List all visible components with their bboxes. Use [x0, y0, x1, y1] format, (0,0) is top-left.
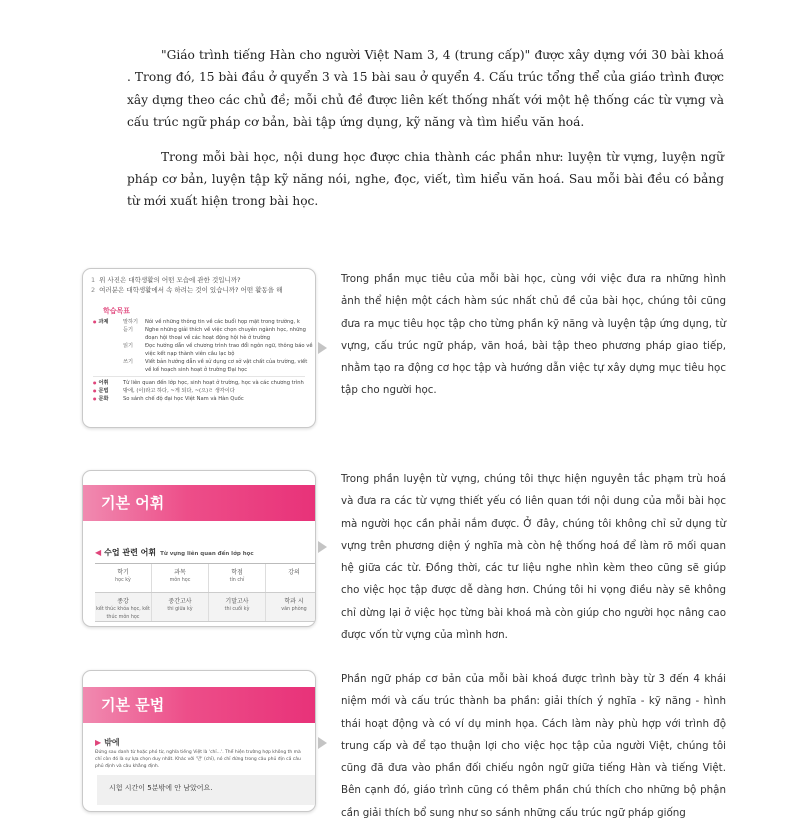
- intro-paragraph-1: "Giáo trình tiếng Hàn cho người Việt Nam 3, 4 (trung cấp)" được xây dựng với 30 bài khoá . Trong đó, 15 bài đầu ở quyển 3 và 15 bài sau ở quyển 4. Cấu trúc tổng thể của giáo trình được xây dựng theo các chủ đề; mỗi chủ đề được liên kết thống nhất với một hệ thống các từ vựng và cấu trúc ngữ pháp cơ bản, bài tập ứng dụng, kỹ năng và tìm hiểu văn hoá.: [127, 48, 724, 130]
- grammar-explanation: Đứng sau danh từ hoặc phó từ, nghĩa tiếng Việt là 'chỉ...'. Thể hiện trường hợp không th mà chỉ còn đó là sự lựa chọn duy nhất. Khác với '만' (chỉ), nó chỉ đứng trong câu phủ địn cả câu phủ định và câu khẳng định.: [95, 750, 301, 769]
- table-cell: 학과 시 văn phòng: [266, 593, 316, 621]
- table-row: [95, 593, 316, 622]
- vocabulary-sample-card: [82, 470, 316, 627]
- vocabulary-subtitle: ◀ 수업 관련 어휘 Từ vựng liên quan đến lớp học: [95, 548, 254, 557]
- vocabulary-description: Trong phần luyện từ vựng, chúng tôi thực hiện nguyên tắc phạm trù hoá và đưa ra các từ vựng thiết yếu có liên quan tới nội dung của mỗi bài học mà người học cần phải nắm được. Ở đây, chúng tôi không chỉ sử dụng từ vựng trên phương diện ý nghĩa mà còn hệ thống hoá để làm rõ mối quan hệ giữa các từ. Đồng thời, các tư liệu nghe nhìn kèm theo cũng sẽ giúp cho việc học tập được dễ dàng hơn. Chúng tôi hi vọng điều này sẽ không chỉ dừng lại ở việc học từng bài khoá mà còn giúp cho người học nâng cao được vốn từ vựng của mình hơn.: [341, 473, 726, 642]
- grammar-example: 시험 시간이 5분밖에 안 남았어요.: [97, 775, 315, 805]
- vocabulary-banner: 기본 어휘: [83, 485, 315, 521]
- table-row: [95, 564, 316, 593]
- table-cell: 과목 môn học: [152, 564, 209, 592]
- arrow-right-icon: [318, 342, 327, 354]
- objective-row: 듣기 Nghe những giải thích về việc chọn chuyên ngành học, những đoạn hội thoại về các hoạt động hội hè ở trường: [123, 327, 306, 341]
- intro-text: [127, 44, 724, 225]
- objective-row: ● 문법 밖에, (이)라고 하다, ~게 되다, ~(으)ㄹ 생각이다: [83, 387, 315, 395]
- objective-row: ● 문화 So sánh chế độ đại học Việt Nam và Hàn Quốc: [83, 395, 315, 403]
- table-cell: 종강 kết thúc khóa học, kết thúc môn học: [95, 593, 152, 621]
- objective-row: ● 과제 말하기 Nói về những thông tin về các buổi họp mặt trong trường, k: [83, 318, 315, 326]
- vocabulary-table: [95, 563, 316, 622]
- grammar-description: Phần ngữ pháp cơ bản của mỗi bài khoá được trình bày từ 3 đến 4 khái niệm mới và cấu trúc thành ba phần: giải thích ý nghĩa - kỹ năng - hình thái hoạt động và có ví dụ minh họa. Cách làm này phù hợp với trình độ trung cấp và để tạo thuận lợi cho việc học tập của người Việt, chúng tôi cũng đã đưa vào phần đối chiếu ngôn ngữ giữa tiếng Hàn và tiếng Việt. Bên cạnh đó, giáo trình cũng có thêm phần chú thích cho những bộ phận cần giải thích bổ sung như so sánh những cấu trúc ngữ pháp giống: [341, 673, 726, 819]
- table-cell: 중간고사 thi giữa kỳ: [152, 593, 209, 621]
- intro-paragraph-2: Trong mỗi bài học, nội dung học được chia thành các phần như: luyện từ vựng, luyện ngữ pháp cơ bản, luyện tập kỹ năng nói, nghe, đọc, viết, tìm hiểu văn hoá. Sau mỗi bài đều có bảng từ mới xuất hiện trong bài học.: [127, 149, 724, 209]
- objective-row: 읽기 Đọc hướng dẫn về chương trình trao đổi ngôn ngữ, thông báo về việc kết nạp thành viên câu lạc bộ: [123, 343, 313, 357]
- grammar-sample-card: [82, 670, 316, 812]
- objectives-description: Trong phần mục tiêu của mỗi bài học, cùng với việc đưa ra những hình ảnh thể hiện một cách hàm súc nhất chủ đề của bài học, chúng tôi cũng đưa ra mục tiêu học tập cho từng phần kỹ năng và luyện tập ứng dụng, từ vựng, cấu trúc ngữ pháp, văn hoá, bài tập theo phương pháp giao tiếp, nhằm tạo ra động cơ học tập và hướng dẫn việc tự xây dựng mục tiêu học tập cho người học.: [341, 273, 726, 397]
- table-cell: 학기 học kỳ: [95, 564, 152, 592]
- arrow-right-icon: [318, 737, 327, 749]
- table-cell: 기말고사 thi cuối kỳ: [209, 593, 266, 621]
- objective-row: 쓰기 Viết bản hướng dẫn về sử dụng cơ sở vật chất của trường, viết về kế hoạch sinh hoạt ở trường Đại học: [123, 359, 308, 373]
- grammar-point-title: ▶ 밖에: [95, 738, 120, 747]
- divider: [93, 376, 305, 377]
- arrow-right-icon: [318, 541, 327, 553]
- objectives-sample-card: [82, 268, 316, 428]
- table-cell: 강의: [266, 564, 316, 592]
- objectives-title: 학습목표: [103, 307, 131, 315]
- grammar-banner: 기본 문법: [83, 687, 315, 723]
- table-cell: 학점 tín chỉ: [209, 564, 266, 592]
- question-1: 1 위 사진은 대학생활의 어떤 모습에 관한 것입니까?: [91, 276, 241, 284]
- question-2: 2 여러분은 대학생활에서 속 하려는 것이 있습니까? 어떤 활동을 해: [91, 286, 283, 294]
- objective-row: ● 어휘 Từ liên quan đến lớp học, sinh hoạt ở trường, học và các chương trình: [83, 379, 315, 387]
